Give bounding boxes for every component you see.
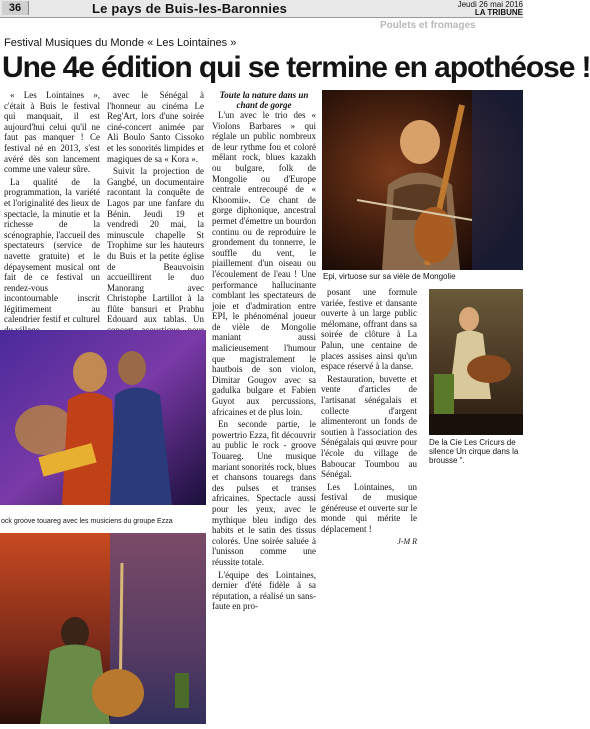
caption-ezza: ock groove touareg avec les musiciens du groupe Ezza <box>1 518 173 525</box>
photo-ezza-image <box>0 330 206 505</box>
article-column-3 <box>212 90 316 614</box>
photo-epi-image <box>322 90 523 270</box>
paragraph: L'équipe des Lointaines, dernier d'été fidèle à sa réputation, a réalisé un sans-faute en pro- <box>212 569 316 612</box>
paragraph: Les Lointaines, un festival de musique généreuse et ouverte sur le monde qui mérite le déplacement ! <box>321 481 417 535</box>
photo-circus-image <box>429 289 523 435</box>
paragraph: « Les Lointaines », c'était à Buis le festival qui manquait, il est aujourd'hui celui qu'il ne faut pas manquer ! Ce festival né en 2013, s'est avéré dès son lancement comme une valeur sûre. <box>4 90 100 175</box>
photo-kora-image <box>0 533 206 724</box>
paragraph: L'un avec le trio des « Violons Barbares » qui réglale un public nombreux de leur rythme fou et coloré mêlant rock, blues kazakh ou bulgare, folk de Mongolie ou d'Europe centrale entrecoupé de « Khoomii». Ce chant de gorge diphonique, ancestral permet d'émettre un bourdon continu ou de reproduire le grondement du tonnerre, le souffle du vent, le piaillement d'un oiseau ou l'écoulement de l'eau ! Une performance hallucinante comblant les spectateurs de joie et d'admiration entre EPI, le phénoménal joueur de vièle de Mongolie maniant aussi malicieusement l'humour que magistralement le hautbois de son violon, Dimitar Gougov avec sa gadulka bulgare et Fabien Guyot aux percussions, africaines et de plus loin. <box>212 110 316 417</box>
paragraph: La qualité de la programmation, la variété et l'originalité des lieux de spectacle, la minutie et la richesse de la scénographie, l'accueil des spectateurs (service de navette gratuite) et le dépaysement musical ont fait de ce festival un rendez-vous incontournable inscrit légitimement au calendrier festif et culturel <box>4 176 100 325</box>
paragraph: posant une formule variée, festive et dansante ouverte à un large public mélomane, offrant dans sa soirée de clôture à La Palun, une centaine de places assises ainsi qu'un espace réservé à la danse. <box>321 287 417 372</box>
paragraph: Suivit la projection de Gangbé, un documentaire racontant la conquête de Lagos par une fanfare du Bénin. Jeudi 19 et vendredi 20 mai, la minuscule chapelle St Trophime sur les hauteurs du Buis et la petite église de Beauvoisin accueillirent le duo Manorang avec Christophe Lartillot à la flûte bansuri et Prabhu Edouard aux tablas. Un <box>107 166 204 325</box>
photo-epi <box>322 90 523 270</box>
photo-ezza <box>0 330 206 505</box>
caption-epi: Epi, virtuose sur sa vièle de Mongolie <box>323 272 456 281</box>
publication-date: Jeudi 26 mai 2016 <box>457 0 523 9</box>
subheading: Toute la nature dans un chant de gorge <box>219 90 309 110</box>
caption-circus: De la Cie Les Cricurs de silence Un cirque dans la brousse ". <box>429 438 519 465</box>
article-kicker: Festival Musiques du Monde « Les Lointaines » <box>4 37 237 49</box>
photo-circus <box>429 289 523 435</box>
photo-kora <box>0 533 206 724</box>
article-headline: Une 4e édition qui se termine en apothéose ! <box>2 51 590 84</box>
article-column-4 <box>321 287 417 546</box>
paragraph: Restauration, buvette et vente d'articles de l'artisanat sénégalais et collecte d'argent alimenteront un fonds de soutien à l'association des Sénégalais qui œuvre pour l'école du village de Baboucar Toumbou au Sénégal. <box>321 373 417 480</box>
newspaper-name: LA TRIBUNE <box>474 8 523 17</box>
section-title: Le pays de Buis-les-Baronnies <box>92 1 288 16</box>
paragraph: avec le Sénégal à l'honneur au cinéma Le Reg'Art, lors d'une soirée ciné-concert animée par Ali Boulo Santo Cissoko et les sonorités limpides et magiques de sa « Kora ». <box>107 90 204 164</box>
page-number: 36 <box>2 1 29 15</box>
author-signature: J-M R <box>397 536 417 546</box>
ghost-text: Poulets et fromages <box>380 20 476 31</box>
paragraph: En seconde partie, le powertrio Ezza, fit découvrir au public le rock - groove Touareg. Une musique mariant sonorités rock, blues et chansons touaregs dans des pulses et transes africaines. Spectacle aussi pour les yeux, avec le mythique bleu indigo des habits et le satin des tissus colorés. Une soirée saluée à l'unisson comme une réussite totale. <box>212 419 316 567</box>
